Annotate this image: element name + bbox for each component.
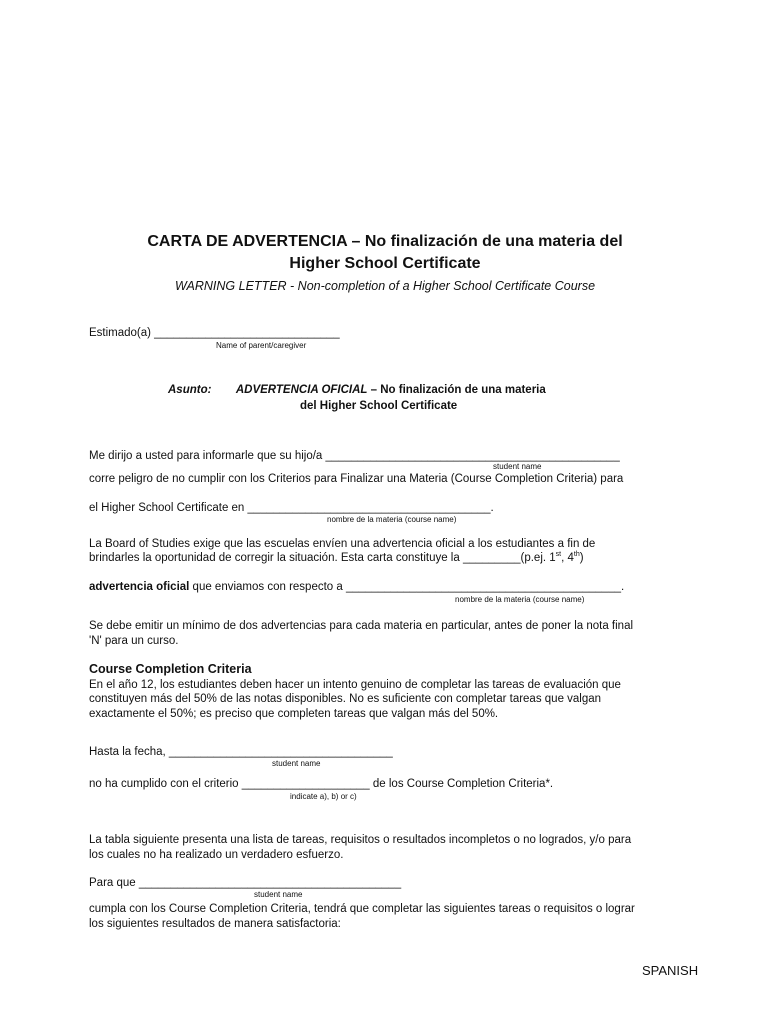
title-line-2: Higher School Certificate	[289, 255, 481, 272]
subject-line	[168, 383, 546, 398]
paragraph1-line3: el Higher School Certificate en ______________________________________.	[89, 502, 494, 514]
to-date-line: Hasta la fecha, ___________________________________	[89, 746, 393, 758]
greeting-line: Estimado(a) _____________________________	[89, 327, 340, 339]
paragraph3-line1: Se debe emitir un mínimo de dos advertencias para cada materia en particular, antes de poner la nota final	[89, 620, 634, 632]
closing-line2: los siguientes resultados de manera satisfactoria:	[89, 918, 341, 930]
criteria-line2: constituyen más del 50% de las notas disponibles. No es suficiente con completar tareas que valgan	[89, 693, 602, 705]
greeting-hint: Name of parent/caregiver	[216, 341, 307, 350]
table-intro-line1: La tabla siguiente presenta una lista de tareas, requisitos o resultados incompletos o no logrados, y/o para	[89, 834, 632, 846]
closing-line1: cumpla con los Course Completion Criteria, tendrá que completar las siguientes tareas o requisitos o lograr	[89, 903, 635, 915]
ordinal-sup-1: st	[555, 551, 562, 559]
paragraph2-line2-b: , 4	[561, 552, 574, 564]
paragraph2-hint3: nombre de la materia (course name)	[455, 595, 585, 604]
so-that-line: Para que _________________________________________	[89, 877, 402, 889]
criteria-heading: Course Completion Criteria	[89, 662, 252, 676]
official-warning-label: advertencia oficial	[89, 581, 190, 593]
paragraph2-line2-c: )	[579, 552, 584, 564]
paragraph2-line2	[89, 551, 584, 566]
paragraph2-line3	[89, 580, 624, 595]
not-met-hint: indicate a), b) or c)	[290, 792, 357, 801]
paragraph2-line1: La Board of Studies exige que las escuelas envíen una advertencia oficial a los estudiantes a fin de	[89, 538, 596, 550]
subject-label: Asunto:	[168, 384, 212, 396]
paragraph1-line1: Me dirijo a usted para informarle que su hijo/a ______________________________________________	[89, 450, 620, 462]
paragraph3-line2: 'N' para un curso.	[89, 635, 179, 647]
subject-rest: – No finalización de una materia	[367, 384, 546, 396]
document-subtitle: WARNING LETTER - Non-completion of a Higher School Certificate Course	[174, 279, 596, 293]
criteria-line1: En el año 12, los estudiantes deben hacer un intento genuino de completar las tareas de evaluación que	[89, 679, 621, 691]
to-date-hint: student name	[272, 759, 321, 768]
paragraph1-line2: corre peligro de no cumplir con los Criterios para Finalizar una Materia (Course Completion Criteria) para	[89, 473, 624, 485]
table-intro-line2: los cuales no ha realizado un verdadero esfuerzo.	[89, 849, 344, 861]
document-title	[0, 231, 770, 275]
ordinal-sup-2: th	[573, 551, 580, 559]
paragraph2-line2-a: brindarles la oportunidad de corregir la situación. Esta carta constituye la _________(p.ej. 1	[89, 552, 556, 564]
so-that-hint: student name	[254, 890, 303, 899]
criteria-line3: exactamente el 50%; es preciso que completen tareas que valgan más del 50%.	[89, 708, 499, 720]
title-line-1: CARTA DE ADVERTENCIA – No finalización de una materia del	[147, 233, 623, 250]
language-tag: SPANISH	[642, 963, 699, 978]
subject-emphasis: ADVERTENCIA OFICIAL	[235, 384, 368, 396]
subject-line-2: del Higher School Certificate	[300, 400, 458, 412]
paragraph1-hint3: nombre de la materia (course name)	[327, 515, 457, 524]
not-met-line: no ha cumplido con el criterio ____________________ de los Course Completion Criteria*.	[89, 778, 554, 790]
paragraph1-hint1: student name	[493, 462, 542, 471]
paragraph2-line3-rest: que enviamos con respecto a ___________________________________________.	[189, 581, 625, 593]
